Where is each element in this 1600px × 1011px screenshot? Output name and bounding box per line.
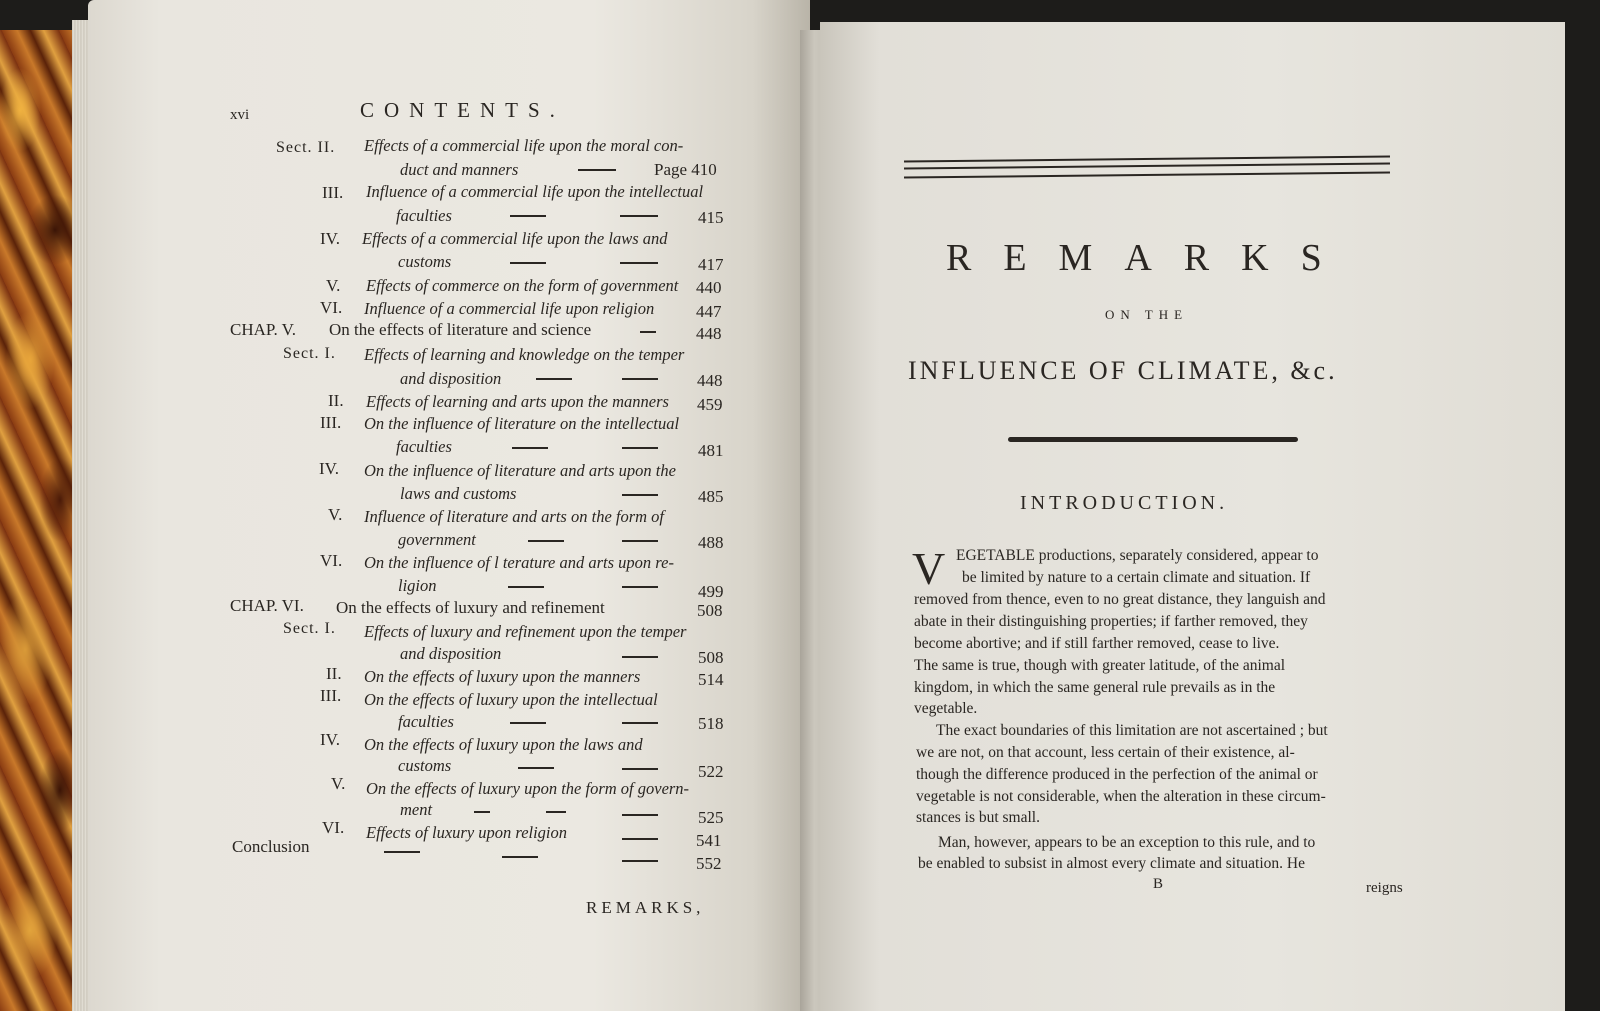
leader-dash	[518, 767, 554, 769]
toc-page: Page 410	[654, 160, 717, 179]
page-number: xvi	[230, 107, 250, 123]
leader-dash	[474, 811, 490, 813]
body-line: we are not, on that account, less certain of their existence, al-	[916, 744, 1295, 761]
leader-dash	[622, 722, 658, 724]
toc-text: On the effects of luxury upon the manners	[364, 667, 641, 686]
toc-label: III.	[322, 183, 344, 202]
leader-dash	[502, 856, 538, 858]
toc-page: 485	[698, 487, 724, 506]
toc-label: VI.	[322, 818, 345, 837]
leader-dash	[622, 838, 658, 840]
body-line: The exact boundaries of this limitation are not ascertained ; but	[936, 722, 1328, 739]
toc-label: III.	[320, 413, 342, 432]
leader-dash	[536, 378, 572, 380]
leader-dash	[510, 722, 546, 724]
toc-label: II.	[328, 391, 344, 410]
toc-page: 440	[696, 278, 722, 297]
toc-text: and disposition	[400, 369, 502, 388]
body-line: EGETABLE productions, separately considered, appear to	[956, 547, 1319, 564]
toc-label: IV.	[319, 459, 339, 478]
toc-label: II.	[326, 664, 342, 683]
leader-dash	[528, 540, 564, 542]
toc-text: Influence of a commercial life upon the intellectual	[366, 182, 704, 201]
toc-text: Effects of luxury and refinement upon the temper	[364, 622, 687, 641]
toc-page: 447	[696, 302, 722, 321]
toc-label: III.	[320, 686, 342, 705]
leader-dash	[622, 656, 658, 658]
toc-page: 481	[698, 441, 724, 460]
toc-text: On the effects of literature and science	[329, 320, 592, 339]
toc-label: V.	[331, 774, 346, 793]
body-line: The same is true, though with greater latitude, of the animal	[914, 657, 1286, 674]
toc-page: 415	[698, 208, 724, 227]
catchword: reigns	[1366, 880, 1403, 896]
toc-text: Effects of learning and arts upon the manners	[366, 392, 669, 411]
chapter-subtitle: ON THE	[1105, 307, 1189, 322]
leader-dash	[546, 811, 566, 813]
leader-dash	[622, 586, 658, 588]
toc-page: 552	[696, 854, 722, 873]
toc-label: VI.	[320, 551, 343, 570]
toc-page: 417	[698, 255, 724, 274]
toc-text: Effects of a commercial life upon the laws and	[362, 229, 668, 248]
body-line: be enabled to subsist in almost every climate and situation. He	[918, 855, 1305, 872]
body-line: stances is but small.	[916, 809, 1040, 826]
toc-text: government	[398, 530, 476, 549]
leader-dash	[622, 378, 658, 380]
leader-dash	[384, 851, 420, 853]
body-line: Man, however, appears to be an exception to this rule, and to	[938, 834, 1316, 851]
toc-page: 499	[698, 582, 724, 601]
body-line: abate in their distinguishing properties; if farther removed, they	[914, 613, 1308, 630]
body-line: vegetable is not considerable, when the alteration in these circum-	[916, 788, 1326, 805]
toc-text: On the influence of literature on the intellectual	[364, 414, 680, 433]
toc-text: ment	[400, 800, 433, 819]
toc-label: Sect. II.	[276, 139, 336, 156]
body-line: vegetable.	[914, 700, 978, 717]
body-line: become abortive; and if still farther removed, cease to live.	[914, 635, 1280, 652]
chapter-title: REMARKS	[946, 237, 1354, 279]
signature-mark: B	[1153, 876, 1164, 892]
leader-dash	[622, 768, 658, 770]
toc-text: duct and manners	[400, 160, 519, 179]
toc-text: Effects of luxury upon religion	[366, 823, 568, 842]
ornamental-rule	[1008, 437, 1298, 442]
leader-dash	[508, 586, 544, 588]
toc-text: Influence of a commercial life upon religion	[364, 299, 655, 318]
toc-label: IV.	[320, 229, 340, 248]
body-line: be limited by nature to a certain climate and situation. If	[962, 569, 1311, 586]
leader-dash	[512, 447, 548, 449]
toc-page: 459	[697, 395, 723, 414]
toc-label: Sect. I.	[283, 620, 336, 637]
toc-label: Sect. I.	[283, 345, 336, 362]
toc-text: customs	[398, 756, 452, 775]
toc-text: laws and customs	[400, 484, 517, 503]
body-line: kingdom, in which the same general rule prevails as in the	[914, 679, 1276, 696]
toc-text: faculties	[398, 712, 454, 731]
toc-label: V.	[328, 505, 343, 524]
leader-dash	[622, 494, 658, 496]
toc-text: On the effects of luxury and refinement	[336, 598, 605, 617]
toc-text: Effects of commerce on the form of government	[366, 276, 679, 295]
toc-label: IV.	[320, 730, 340, 749]
toc-label: V.	[326, 276, 341, 295]
toc-label: VI.	[320, 298, 343, 317]
toc-text: On the influence of l terature and arts upon re-	[364, 553, 674, 572]
toc-text: On the effects of luxury upon the form of govern-	[366, 779, 690, 798]
toc-text: faculties	[396, 206, 452, 225]
contents-heading: CONTENTS.	[360, 98, 565, 122]
toc-page: 488	[698, 533, 724, 552]
chapter-title-2: INFLUENCE OF CLIMATE, &c.	[908, 356, 1338, 385]
toc-text: On the influence of literature and arts upon the	[364, 461, 676, 480]
toc-text: Conclusion	[232, 837, 310, 856]
leader-dash	[622, 447, 658, 449]
leader-dash	[622, 540, 658, 542]
toc-text: faculties	[396, 437, 452, 456]
body-line: though the difference produced in the perfection of the animal or	[916, 766, 1318, 783]
toc-text: and disposition	[400, 644, 502, 663]
toc-page: 518	[698, 714, 724, 733]
toc-chapter-label: CHAP. V.	[230, 320, 296, 339]
toc-page: 541	[696, 831, 722, 850]
leader-dash	[620, 215, 658, 217]
toc-page: 514	[698, 670, 724, 689]
leader-dash	[622, 814, 658, 816]
leader-dash	[510, 215, 546, 217]
toc-page: 525	[698, 808, 724, 827]
toc-page: 448	[696, 324, 722, 343]
toc-page: 448	[697, 371, 723, 390]
toc-text: On the effects of luxury upon the laws and	[364, 735, 643, 754]
section-heading: INTRODUCTION.	[1020, 492, 1229, 514]
toc-text: ligion	[398, 576, 437, 595]
toc-text: customs	[398, 252, 452, 271]
drop-cap: V	[912, 543, 946, 594]
toc-text: Effects of learning and knowledge on the temper	[364, 345, 685, 364]
leader-dash	[578, 169, 616, 171]
toc-text: On the effects of luxury upon the intellectual	[364, 690, 658, 709]
leader-dash	[620, 262, 658, 264]
toc-page: 522	[698, 762, 724, 781]
body-line: removed from thence, even to no great distance, they languish and	[914, 591, 1326, 608]
toc-text: Influence of literature and arts on the form of	[364, 507, 665, 526]
catchword: REMARKS,	[586, 898, 705, 917]
toc-page: 508	[697, 601, 723, 620]
toc-page: 508	[698, 648, 724, 667]
leader-dash	[510, 262, 546, 264]
leader-dash	[640, 331, 656, 333]
leader-dash	[622, 860, 658, 862]
toc-chapter-label: CHAP. VI.	[230, 596, 304, 615]
toc-text: Effects of a commercial life upon the moral con-	[364, 136, 684, 155]
